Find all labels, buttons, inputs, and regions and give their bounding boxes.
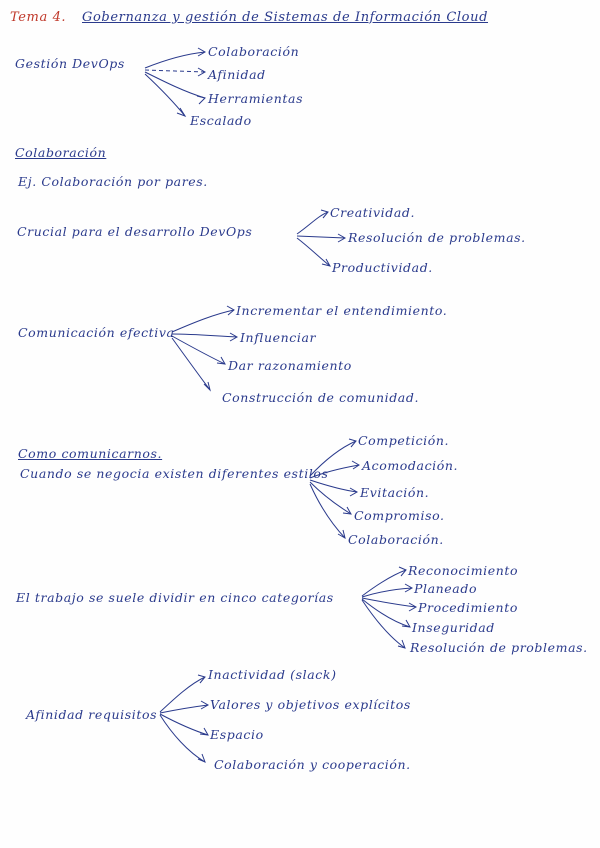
como-item: Compromiso.: [354, 508, 445, 523]
gestion-item: Afinidad: [208, 67, 266, 82]
afinidad-item: Inactividad (slack): [208, 667, 337, 682]
como-item: Acomodación.: [362, 458, 459, 473]
gestion-label: Gestión DevOps: [15, 56, 125, 71]
arrow-line: [310, 480, 357, 492]
como-item: Competición.: [358, 433, 450, 448]
gestion-item: Escalado: [190, 113, 252, 128]
arrow-line: [297, 212, 328, 234]
comunicacion-item: Influenciar: [240, 330, 317, 345]
arrow-line: [145, 74, 185, 116]
como-heading: Como comunicarnos.: [18, 446, 163, 461]
arrow-line: [145, 52, 205, 68]
comunicacion-item: Incrementar el entendimiento.: [236, 303, 448, 318]
colaboracion-subtitle: Ej. Colaboración por pares.: [18, 174, 208, 189]
comunicacion-item: Dar razonamiento: [228, 358, 352, 373]
title-prefix: Tema 4.: [10, 10, 67, 25]
arrowhead: [197, 96, 205, 104]
gestion-item: Colaboración: [208, 44, 300, 59]
trabajo-item: Reconocimiento: [408, 563, 519, 578]
crucial-label: Crucial para el desarrollo DevOps: [17, 224, 253, 239]
como-item: Colaboración.: [348, 532, 444, 547]
crucial-item: Productividad.: [332, 260, 433, 275]
arrow-line: [310, 484, 345, 538]
arrow-line: [362, 588, 412, 597]
arrow-line: [172, 310, 234, 332]
arrow-line: [160, 714, 208, 735]
trabajo-item: Inseguridad: [412, 620, 495, 635]
arrow-line: [160, 715, 205, 762]
page-title: Gobernanza y gestión de Sistemas de Información Cloud: [82, 10, 489, 25]
afinidad-item: Valores y objetivos explícitos: [210, 697, 411, 712]
arrow-line: [297, 236, 345, 238]
arrow-line: [297, 238, 330, 266]
arrow-line: [362, 600, 405, 648]
arrow-line: [172, 336, 225, 364]
comunicacion-label: Comunicación efectiva: [18, 325, 175, 340]
arrow-line: [172, 334, 237, 337]
trabajo-item: Planeado: [414, 581, 478, 596]
afinidad-item: Colaboración y cooperación.: [214, 757, 411, 772]
arrow-line: [362, 599, 410, 627]
trabajo-label: El trabajo se suele dividir en cinco categorías: [16, 590, 334, 605]
arrow-line: [310, 465, 359, 478]
colaboracion-heading: Colaboración: [15, 145, 107, 160]
afinidad-label: Afinidad requisitos: [26, 707, 158, 722]
comunicacion-item: Construcción de comunidad.: [222, 390, 420, 405]
trabajo-item: Resolución de problemas.: [410, 640, 588, 655]
arrow-line: [172, 338, 210, 390]
trabajo-item: Procedimiento: [418, 600, 518, 615]
como-item: Evitación.: [360, 485, 430, 500]
arrow-line: [160, 705, 208, 713]
arrowhead: [177, 108, 185, 116]
afinidad-item: Espacio: [210, 727, 264, 742]
arrow-line: [362, 570, 406, 596]
arrow-line: [145, 70, 205, 72]
como-label: Cuando se negocia existen diferentes estilos: [20, 466, 329, 481]
crucial-item: Creatividad.: [330, 205, 416, 220]
crucial-item: Resolución de problemas.: [348, 230, 526, 245]
arrow-line: [145, 72, 205, 98]
gestion-item: Herramientas: [208, 91, 304, 106]
